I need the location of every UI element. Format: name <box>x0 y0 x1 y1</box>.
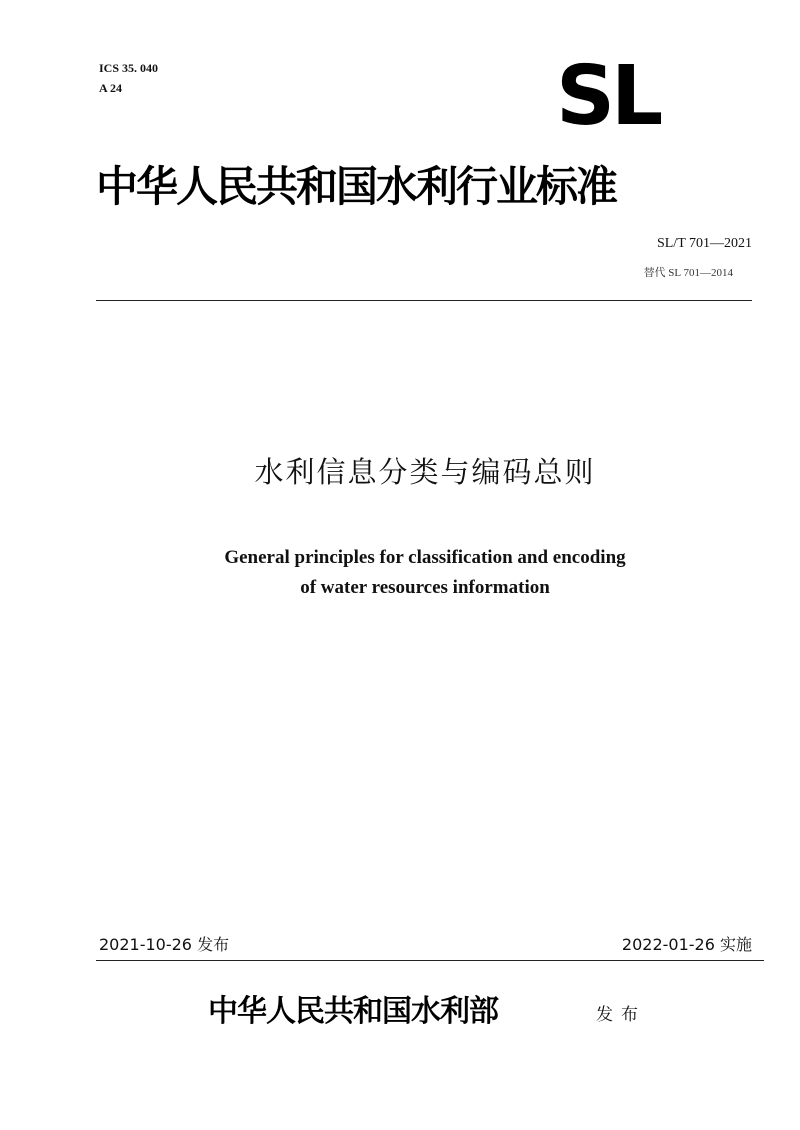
document-title-cn: 水利信息分类与编码总则 <box>254 455 596 489</box>
document-title-en-line2: of water resources information <box>300 577 550 598</box>
standard-category-title: 中华人民共和国水利行业标准 <box>96 165 617 211</box>
document-title-en-line1: General principles for classification and encoding <box>224 547 626 568</box>
implementation-date: 2022-01-26 实施 <box>621 935 752 954</box>
replaces-standard: 替代 SL 701—2014 <box>643 267 733 279</box>
document-title-en <box>0 543 800 603</box>
classification-codes <box>99 58 158 98</box>
sl-logo: SL <box>556 49 660 144</box>
publisher-name: 中华人民共和国水利部 <box>208 995 498 1028</box>
bottom-divider <box>96 960 764 961</box>
publish-label: 发布 <box>596 1005 646 1025</box>
standard-code: SL/T 701—2021 <box>656 236 752 251</box>
top-divider <box>96 300 752 301</box>
ccs-code: A 24 <box>99 81 123 95</box>
ics-code: ICS 35. 040 <box>99 61 159 75</box>
issue-date: 2021-10-26 发布 <box>99 935 230 954</box>
